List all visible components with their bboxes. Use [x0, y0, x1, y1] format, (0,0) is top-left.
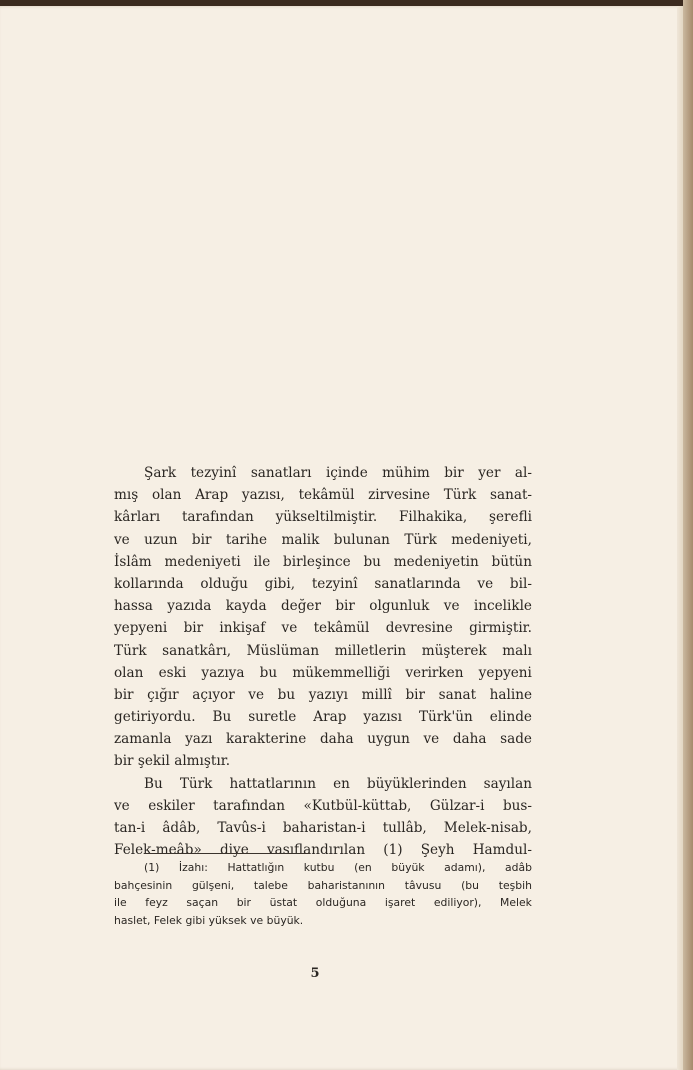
word: bu [277, 686, 296, 703]
word: en [333, 775, 350, 792]
word: bu [259, 664, 278, 681]
word: içinde [325, 465, 368, 481]
word: kârları [114, 509, 161, 526]
body-line [114, 684, 532, 706]
word: sanat [438, 686, 477, 703]
footnote-line [114, 894, 532, 912]
word: diye [219, 842, 249, 859]
word: bir [191, 531, 212, 548]
word: bir [335, 598, 355, 615]
word: zirvesine [368, 487, 430, 504]
footnote-line [114, 912, 532, 930]
word: yazısı [363, 709, 402, 726]
word: değer [280, 598, 321, 615]
body-line [114, 706, 532, 728]
word: şerefli [489, 509, 532, 526]
word: olan [114, 664, 144, 681]
word: suretle [248, 709, 297, 726]
word: tarihe [225, 531, 268, 548]
word: Bu [212, 709, 232, 726]
word: haslet, [114, 913, 151, 927]
word: eskiler [148, 797, 195, 814]
word: olgunluk [369, 598, 430, 615]
word: Arap [195, 487, 229, 504]
word: Şeyh [420, 842, 455, 859]
word: âdâb, [162, 820, 201, 836]
word: Türk [114, 642, 147, 659]
word: tezyinî [311, 575, 358, 592]
word: bulunan [333, 531, 390, 548]
word: Melek [500, 896, 532, 910]
word: yer [478, 465, 501, 481]
word: tekâmül [313, 620, 370, 637]
word: yükseltilmiştir. [275, 509, 378, 526]
word: olan [151, 487, 182, 504]
word: bir [114, 686, 134, 703]
word: olduğu [200, 575, 248, 592]
word: medeniyeti [164, 553, 241, 570]
word: verirken [405, 664, 464, 681]
word: İslâm [114, 553, 152, 570]
word: sade [500, 731, 532, 748]
word: Türk [404, 531, 437, 548]
body-text [114, 462, 532, 861]
word: yazıda [167, 598, 212, 615]
word: ve [423, 731, 440, 748]
body-line [114, 640, 532, 662]
word: incelikle [473, 598, 532, 615]
word: yazıyı [308, 686, 349, 703]
word: hattatlarının [229, 775, 316, 792]
word: Felek-meâb» [114, 842, 202, 859]
word: teşbih [498, 878, 532, 892]
body-line [114, 728, 532, 750]
word: Gülzar-i [429, 797, 485, 814]
word: ve [114, 531, 130, 548]
word: adamı), [444, 861, 486, 874]
word: büyük. [266, 913, 304, 927]
word: işaret [384, 896, 416, 910]
word: yazısı, [241, 487, 285, 504]
body-line [114, 750, 532, 772]
word: al- [514, 465, 532, 481]
word: ve [477, 575, 494, 592]
word: ile [253, 553, 271, 570]
word: açıyor [192, 686, 235, 703]
page-number: 5 [310, 966, 320, 981]
body-line [114, 484, 532, 506]
word: feyz [145, 896, 168, 910]
word: bir [444, 465, 464, 481]
word: almıştır. [174, 753, 231, 770]
word: (1) [383, 842, 403, 859]
word: (1) [144, 861, 160, 874]
word: tarafından [181, 509, 254, 526]
body-line [114, 529, 532, 551]
book-edge [683, 0, 693, 1070]
word: ve [250, 913, 264, 927]
word: devresine [385, 620, 453, 637]
word: adâb [505, 861, 532, 874]
word: Tavûs-i [217, 820, 266, 836]
word: talebe [253, 878, 288, 892]
body-line [114, 595, 532, 617]
word: ediliyor), [433, 896, 482, 910]
word: malik [281, 531, 320, 548]
word: gülşeni, [191, 878, 235, 892]
word: bir [183, 620, 204, 637]
word: tekâmül [298, 487, 355, 504]
footnote-line [114, 877, 532, 895]
word: üstat [269, 896, 298, 910]
word: ile [114, 896, 127, 910]
word: yepyeni [478, 664, 532, 681]
body-line [114, 462, 532, 484]
word: Felek [153, 913, 183, 927]
word: gibi [185, 913, 206, 927]
word: olduğuna [315, 896, 367, 910]
word: ve [114, 797, 130, 814]
body-line [114, 506, 532, 528]
word: baharistan-i [282, 820, 366, 836]
word: (en [354, 861, 372, 874]
word: yüksek [208, 913, 247, 927]
footnote-rule [144, 853, 310, 854]
word: medeniyeti, [451, 531, 532, 548]
word: gibi, [264, 575, 296, 592]
word: vasıflandırılan [266, 842, 366, 859]
word: girmiştir. [469, 620, 532, 637]
body-line [114, 551, 532, 573]
word: çığır [147, 686, 179, 703]
word: Melek-nisab, [443, 820, 532, 836]
word: bir [405, 686, 426, 703]
word: büyük [391, 861, 425, 874]
word: millî [361, 686, 392, 703]
word: sanatlarında [374, 575, 461, 592]
book-page [0, 6, 683, 1070]
word: bus- [502, 797, 532, 814]
word: Hattatlığın [227, 861, 285, 874]
word: «Kutbül-küttab, [303, 797, 412, 814]
word: inkişaf [219, 620, 266, 637]
word: mükemmelliği [292, 664, 391, 681]
body-line [114, 817, 532, 839]
word: mühim [382, 465, 430, 481]
word: sanat- [490, 487, 532, 504]
word: mış [114, 487, 139, 504]
word: zamanla [114, 731, 172, 748]
word: Bu [144, 775, 163, 792]
word: saçan [186, 896, 219, 910]
word: getiriyordu. [114, 709, 196, 726]
word: bir [236, 896, 251, 910]
word: uzun [144, 531, 178, 548]
word: sanatkârı, [162, 642, 232, 659]
word: şekil [137, 753, 170, 770]
word: ve [281, 620, 298, 637]
footnotes [114, 859, 532, 929]
word: Şark [144, 465, 177, 481]
word: İzahı: [178, 861, 208, 874]
word: tâvusu [404, 878, 442, 892]
word: yazı [185, 731, 213, 748]
word: malı [502, 642, 532, 659]
word: Türk [443, 487, 477, 504]
word: daha [452, 731, 487, 748]
word: baharistanının [307, 878, 386, 892]
word: tarafından [213, 797, 286, 814]
word: Türk [179, 775, 213, 792]
word: sayılan [483, 775, 532, 792]
word: kollarında [114, 575, 184, 592]
word: birleşince [283, 553, 351, 570]
footnote-line [114, 859, 532, 877]
word: bu [363, 553, 381, 570]
word: karakterine [225, 731, 307, 748]
word: bahçesinin [114, 878, 173, 892]
word: tullâb, [382, 820, 427, 836]
word: yazıya [201, 664, 245, 681]
word: kayda [225, 598, 267, 615]
body-line [114, 573, 532, 595]
word: haline [489, 686, 532, 703]
word: kutbu [303, 861, 335, 874]
word: medeniyetin [393, 553, 479, 570]
word: milletlerin [334, 642, 407, 659]
word: Arap [313, 709, 347, 726]
body-line [114, 617, 532, 639]
word: Türk'ün [418, 709, 473, 726]
word: ve [248, 686, 265, 703]
word: Hamdul- [472, 842, 532, 859]
word: bil- [509, 575, 532, 592]
word: büyüklerinden [366, 775, 467, 792]
word: eski [158, 664, 187, 681]
word: bütün [491, 553, 532, 570]
word: sanatları [250, 465, 312, 481]
word: bir [114, 753, 134, 770]
body-line [114, 662, 532, 684]
body-line [114, 773, 532, 795]
word: tan-i [114, 820, 146, 836]
word: (bu [461, 878, 479, 892]
word: elinde [489, 709, 532, 726]
word: hassa [114, 598, 153, 615]
word: daha [319, 731, 354, 748]
word: tezyinî [190, 465, 237, 481]
word: Müslüman [246, 642, 320, 659]
word: Filhakika, [398, 509, 468, 526]
word: yepyeni [114, 620, 168, 637]
word: ve [443, 598, 460, 615]
body-line [114, 795, 532, 817]
word: uygun [367, 731, 410, 748]
word: müşterek [421, 642, 487, 659]
